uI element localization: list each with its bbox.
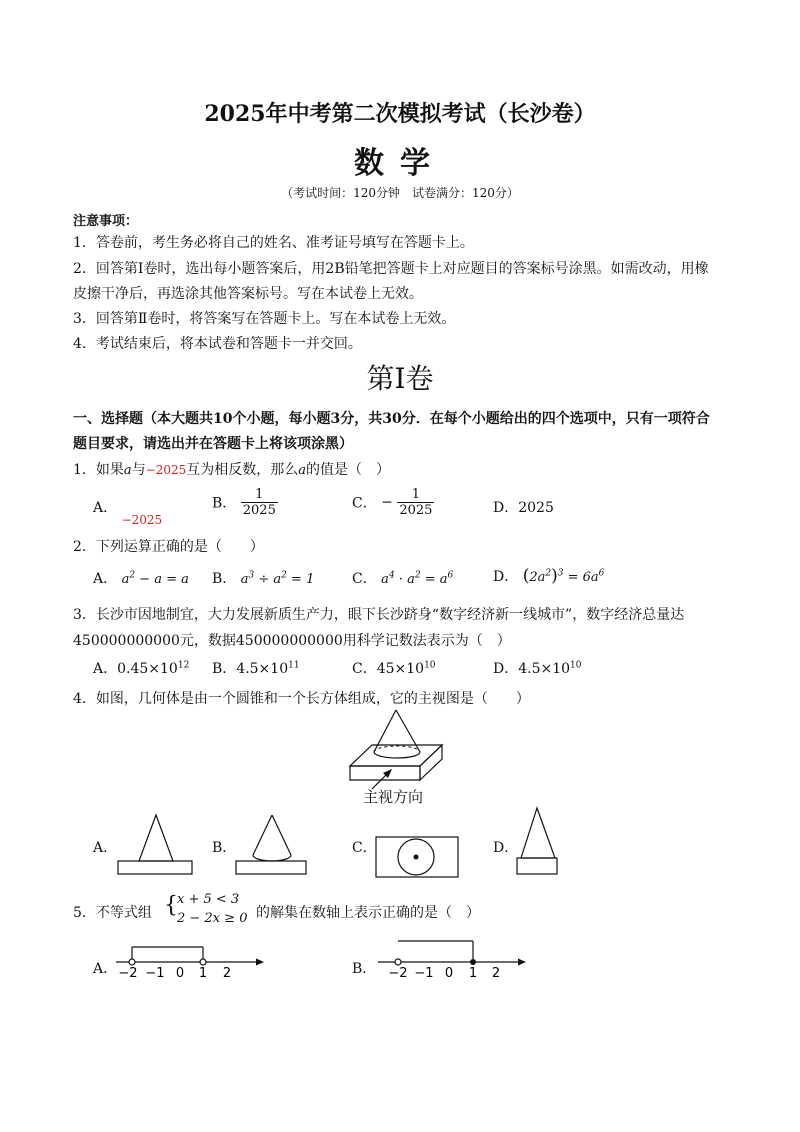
question-3-stem: 3．长沙市因地制宜，大力发展新质生产力，眼下长沙跻身“数字经济新一线城市”，数字经济总量达	[73, 607, 685, 623]
note-item: 4．考试结束后，将本试卷和答题卡一并交回。	[73, 336, 362, 352]
q4-option-d-figure[interactable]	[515, 806, 565, 878]
q1-stem-part: 与	[131, 462, 146, 478]
notes-heading: 注意事项：	[73, 214, 139, 229]
tick-label: −2	[388, 966, 408, 981]
option-label: C．	[352, 495, 377, 512]
tick-label: 2	[491, 966, 501, 981]
box-top	[350, 745, 442, 766]
exponent: 10	[570, 660, 582, 671]
option-label: C．	[352, 571, 377, 587]
q3-option-b[interactable]	[212, 658, 300, 678]
tick-label: 0	[444, 966, 454, 981]
question-2-stem: 2．下列运算正确的是（ ）	[73, 539, 264, 555]
exam-title: 2025年中考第二次模拟考试（长沙卷）	[204, 101, 596, 127]
question-4-stem: 4．如图，几何体是由一个圆锥和一个长方体组成，它的主视图是（ ）	[73, 691, 530, 707]
numerator: 1	[241, 487, 278, 503]
option-label: D．	[493, 500, 519, 516]
exponent: 11	[288, 660, 300, 671]
q1-stem-part: 的值是（ ）	[306, 462, 391, 478]
tick-label: −1	[414, 966, 434, 981]
numerator: 1	[397, 487, 434, 503]
q4-option-d-label[interactable]: D．	[493, 840, 519, 856]
option-value: 2025	[518, 500, 554, 516]
tick-label: 0	[175, 966, 185, 981]
tick-label: 1	[468, 966, 478, 981]
q4-option-a-label[interactable]: A．	[93, 840, 118, 856]
time-info: （考试时间：120分钟 试卷满分：120分）	[281, 186, 519, 200]
q4-option-b-figure[interactable]	[234, 813, 314, 877]
option-formula: $a^4 \cdot a^2 = a^6$	[381, 570, 454, 587]
volume-title: 第Ⅰ卷	[366, 362, 434, 395]
q3-option-a[interactable]	[93, 658, 189, 678]
tick-label: −2	[118, 966, 138, 981]
q5-option-b-label[interactable]: B．	[352, 961, 377, 977]
q2-option-c[interactable]	[352, 568, 453, 588]
q1-stem-part: 互为相反数，那么	[186, 462, 299, 478]
option-label: B．	[212, 661, 237, 677]
option-label: D．	[493, 569, 519, 585]
denominator: 2025	[399, 503, 433, 518]
q2-option-b[interactable]	[212, 568, 314, 588]
q1-option-d[interactable]	[493, 497, 554, 517]
option-formula: $a^3 \div a^2 = 1$	[240, 570, 315, 587]
q3-option-d[interactable]	[493, 658, 582, 678]
option-value: 0.45×10	[117, 661, 178, 677]
q4-option-c-figure[interactable]	[375, 836, 465, 880]
q1-option-b[interactable]	[212, 487, 278, 518]
view-direction-caption: 主视方向	[363, 788, 424, 806]
q2-option-a[interactable]	[93, 568, 189, 588]
note-item: 3．回答第Ⅱ卷时，将答案写在答题卡上。写在本试卷上无效。	[73, 311, 456, 327]
q3-option-c[interactable]	[352, 658, 436, 678]
tick-label: −1	[145, 966, 165, 981]
tick-label: 1	[198, 966, 208, 981]
q1-option-a[interactable]	[93, 497, 163, 527]
question-5-stem	[73, 902, 152, 922]
fraction	[241, 487, 278, 518]
option-value: 4.5×10	[236, 661, 289, 677]
question-3-stem-cont: 450000000000元，数据450000000000用科学记数法表示为（ ）	[73, 633, 511, 649]
option-label: A．	[93, 500, 118, 516]
exponent: 12	[177, 660, 190, 671]
note-item: 皮擦干净后，再选涂其他答案标号。写在本试卷上无效。	[73, 286, 423, 302]
q2-option-d[interactable]	[493, 566, 604, 586]
option-value: 45×10	[376, 661, 425, 677]
option-formula: $a^2 - a = a$	[121, 570, 189, 587]
q5-option-b-number-line[interactable]	[374, 935, 534, 980]
q1-stem-part: 1．如果	[73, 462, 124, 478]
minus-sign: −	[381, 494, 393, 511]
cone-base-back	[374, 746, 420, 752]
box-side	[420, 745, 442, 780]
question-1-stem	[73, 459, 390, 479]
option-label: B．	[212, 571, 237, 587]
q4-option-c-label[interactable]: C．	[352, 840, 377, 856]
option-value: −2025	[121, 513, 163, 527]
option-value: 4.5×10	[518, 661, 571, 677]
system-brace: {	[164, 893, 178, 918]
q5-option-a-label[interactable]: A．	[93, 961, 118, 977]
q1-var: a	[123, 463, 132, 478]
inequality-2: 2 − 2x ≥ 0	[177, 911, 248, 926]
q1-red-value: −2025	[145, 463, 187, 477]
q5-stem-part: 5．不等式组	[73, 905, 152, 921]
denominator: 2025	[242, 503, 276, 518]
option-label: C．	[352, 661, 377, 677]
q1-var: a	[298, 463, 307, 478]
geometry-solid-figure	[350, 708, 460, 783]
q5-option-a-number-line[interactable]	[112, 935, 272, 980]
cone-base-front	[374, 752, 420, 758]
section-heading: 一、选择题（本大题共10个小题，每小题3分，共30分．在每个小题给出的四个选项中，只有一项符合	[73, 411, 710, 427]
q1-option-c[interactable]	[352, 487, 434, 518]
option-label: A．	[93, 661, 118, 677]
inequality-1: x + 5 < 3	[177, 892, 240, 907]
cone-edge	[396, 710, 420, 752]
option-label: D．	[493, 661, 519, 677]
option-label: A．	[93, 571, 118, 587]
fraction	[397, 487, 434, 518]
note-item: 1．答卷前，考生务必将自己的姓名、准考证号填写在答题卡上。	[73, 235, 474, 251]
option-label: B．	[212, 495, 237, 512]
note-item: 2．回答第Ⅰ卷时，选出每小题答案后，用2B铅笔把答题卡上对应题目的答案标号涂黑。如需改动，用橡	[73, 261, 709, 277]
question-5-stem-cont: 的解集在数轴上表示正确的是（ ）	[256, 905, 480, 921]
q4-option-b-label[interactable]: B．	[212, 840, 237, 856]
subject-title: 数学	[354, 146, 446, 181]
q4-option-a-figure[interactable]	[116, 813, 196, 877]
exponent: 10	[424, 660, 436, 671]
section-heading-cont: 题目要求，请选出并在答题卡上将该项涂黑）	[73, 436, 353, 452]
tick-label: 2	[222, 966, 232, 981]
option-formula: $(2a^2)^3 = 6a^6$	[522, 566, 605, 586]
